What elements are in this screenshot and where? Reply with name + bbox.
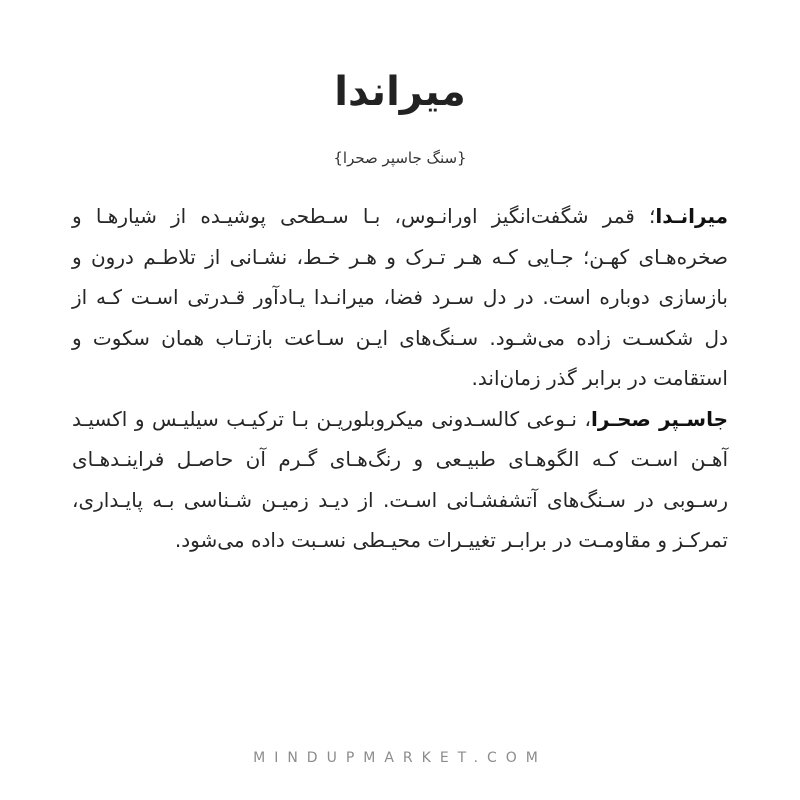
paragraph-jasper <box>72 399 728 561</box>
term-miranda: میرانـدا <box>655 204 728 228</box>
paragraph-jasper-text: ، نـوعی کالسـدونی میکروبلوریـن بـا ترکیـب سیلیـس و اکسیـد آهـن اسـت کـه الگوهـای طبیـعی و رنگ‌هـای گـرم آن حاصـل فراینـدهـای رسـوبی در سـنگ‌های آتشفشـانی اسـت. از دیـد زمیـن شـناسی بـه پایـداری، تمرکـز و مقاومـت در برابـر تغییـرات محیـطی نسـبت داده می‌شود. <box>72 406 728 552</box>
paragraph-miranda <box>72 196 728 399</box>
footer-website: MINDUPMARKET.COM <box>253 750 547 766</box>
page-subtitle: {سنگ جاسپر صحرا} <box>333 149 467 167</box>
page-title: میراندا <box>334 69 466 115</box>
body-text <box>72 196 728 561</box>
paragraph-miranda-text: ؛ قمر شگفت‌انگیز اورانـوس، بـا سـطحی پوشیـده از شیارهـا و صخره‌هـای کهـن؛ جـایی کـه هـر تـرک و هـر خـط، نشـانی از تلاطـم درون و بازسازی دوباره است. در دل سـرد فضا، میرانـدا یـادآور قـدرتی اسـت کـه از دل شکسـت زاده می‌شـود. سـنگ‌های ایـن سـاعت بازتـاب همان سکوت و استقامت در برابر گذر زمان‌اند. <box>72 204 728 390</box>
term-desert-jasper: جاسـپر صحـرا <box>590 406 728 431</box>
